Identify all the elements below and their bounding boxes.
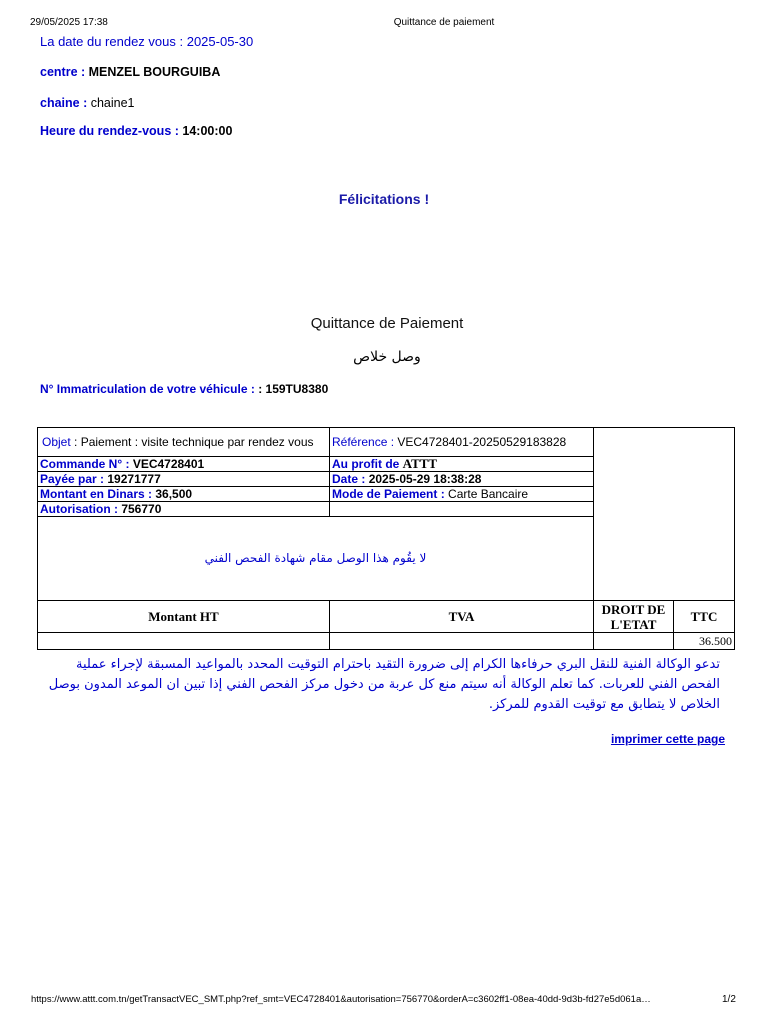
date-cell: [330, 472, 594, 487]
montant-label: Montant en Dinars :: [40, 486, 156, 501]
receipt-title-ar: وصل خلاص: [353, 349, 421, 365]
payee-value: 19271777: [107, 471, 161, 486]
col-droit-etat: DROIT DE L'ETAT: [594, 601, 674, 633]
congrats-message: Félicitations !: [338, 191, 430, 207]
mode-label: Mode de Paiement :: [332, 486, 449, 501]
empty-cell: [330, 502, 594, 517]
mode-value: Carte Bancaire: [448, 486, 529, 501]
heure-value: 14:00:00: [182, 124, 233, 138]
appointment-date-label: La date du rendez vous :: [40, 34, 187, 49]
reference-label: Référence :: [332, 434, 398, 449]
date-label: Date :: [332, 471, 369, 486]
immatriculation-label: N° Immatriculation de votre véhicule :: [40, 382, 259, 396]
value-droit: [594, 633, 674, 650]
autorisation-label: Autorisation :: [40, 501, 122, 516]
reference-cell: [330, 428, 594, 457]
profit-label: Au profit de: [332, 457, 403, 471]
montant-cell: [38, 487, 330, 502]
receipt-table: [37, 427, 735, 650]
commande-value: VEC4728401: [132, 456, 205, 471]
print-page-number: 1/2: [722, 994, 736, 1005]
reference-value: VEC4728401-20250529183828: [397, 434, 567, 449]
objet-value: : Paiement : visite technique par rendez vous: [70, 434, 314, 449]
immatriculation-row: [40, 382, 328, 396]
value-tva: [330, 633, 594, 650]
col-ttc: TTC: [674, 601, 735, 633]
profit-cell: [330, 457, 594, 472]
col-tva: TVA: [330, 601, 594, 633]
profit-value: ATTT: [402, 456, 438, 471]
centre-row: [40, 65, 220, 79]
appointment-date-value: 2025-05-30: [186, 34, 254, 49]
centre-value: MENZEL BOURGUIBA: [88, 65, 221, 79]
montant-value: 36,500: [155, 486, 193, 501]
commande-cell: [38, 457, 330, 472]
heure-label: Heure du rendez-vous :: [40, 124, 183, 138]
payee-label: Payée par :: [40, 471, 108, 486]
appointment-date: [40, 34, 253, 49]
immatriculation-sep: :: [258, 382, 266, 396]
chaine-row: [40, 96, 135, 110]
value-ht: [38, 633, 330, 650]
objet-cell: [38, 428, 330, 457]
print-url: https://www.attt.com.tn/getTransactVEC_SMT.php?ref_smt=VEC4728401&autorisation=756770&orderA=c3602ff1-08ea-40dd-9d3b-fd27e5d061a…: [31, 994, 651, 1005]
print-datetime: 29/05/2025 17:38: [30, 17, 108, 28]
heure-row: [40, 124, 232, 138]
objet-label: Objet: [42, 434, 71, 449]
print-page-link[interactable]: imprimer cette page: [610, 732, 725, 746]
commande-label: Commande N° :: [40, 456, 133, 471]
autorisation-value: 756770: [121, 501, 162, 516]
date-value: 2025-05-29 18:38:28: [368, 471, 482, 486]
chaine-label: chaine :: [40, 96, 91, 110]
blank-side-cell: [594, 428, 735, 601]
payee-cell: [38, 472, 330, 487]
receipt-title: Quittance de Paiement: [310, 315, 464, 332]
value-ttc: 36.500: [674, 633, 735, 650]
notice-ar: لا يقُوم هذا الوصل مقام شهادة الفحص الفني: [38, 517, 594, 601]
chaine-value: chaine1: [90, 96, 135, 110]
centre-label: centre :: [40, 65, 89, 79]
arabic-warning-paragraph: تدعو الوكالة الفنية للنقل البري حرفاءها الكرام إلى ضرورة التقيد باحترام التوقيت المحدد بالمواعيد المسبقة لإجراء عملية الفحص الفني للعربات. كما تعلم الوكالة أنه سيتم منع كل عربة من دخول مركز الفحص الفني إذا تبين ان الموعد المدون بوصل الخلاص لا يتطابق مع توقيت القدوم للمركز.: [48, 657, 720, 712]
mode-cell: [330, 487, 594, 502]
immatriculation-value: 159TU8380: [265, 382, 329, 396]
col-montant-ht: Montant HT: [38, 601, 330, 633]
print-title: Quittance de paiement: [393, 17, 495, 28]
autorisation-cell: [38, 502, 330, 517]
